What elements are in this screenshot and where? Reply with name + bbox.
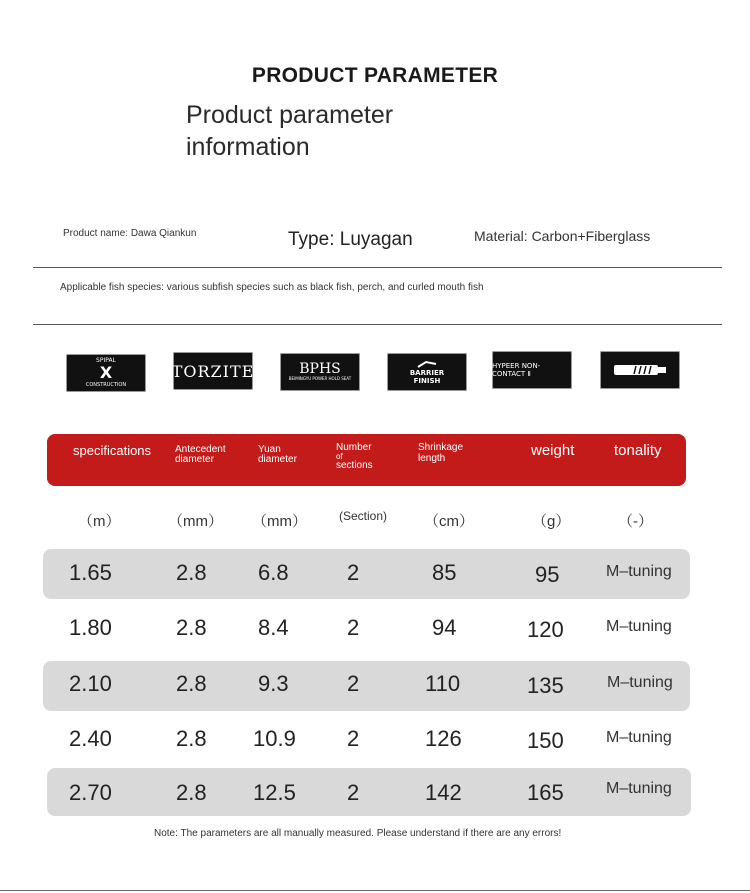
cell-spec: 2.40 <box>69 726 112 751</box>
cell-spec: 2.70 <box>69 780 112 805</box>
cell-yuan: 10.9 <box>253 726 296 751</box>
unit-shrinkage: （cm） <box>424 513 474 530</box>
cell-shrinkage: 142 <box>425 780 462 805</box>
product-name: Product name: Dawa Qiankun <box>63 228 197 239</box>
header-yuan-diameter: Yuan diameter <box>258 444 297 465</box>
cell-antecedent: 2.8 <box>176 671 207 696</box>
cell-yuan: 9.3 <box>258 671 289 696</box>
cell-weight: 165 <box>527 780 564 805</box>
product-type: Type: Luyagan <box>288 229 413 250</box>
table-row-shade <box>43 661 690 711</box>
cell-weight: 95 <box>535 562 560 587</box>
cell-tonality: M–tuning <box>606 729 672 746</box>
cell-sections: 2 <box>347 726 360 751</box>
cell-spec: 2.10 <box>69 671 112 696</box>
fish-species: Applicable fish species: various subfish species such as black fish, perch, and curled mouth fish <box>60 282 484 293</box>
unit-spec: （m） <box>78 513 121 530</box>
cell-shrinkage: 94 <box>432 615 457 640</box>
table-row-shade <box>47 768 691 816</box>
cell-sections: 2 <box>347 560 360 585</box>
divider <box>0 890 750 891</box>
cell-weight: 120 <box>527 617 564 642</box>
cell-shrinkage: 85 <box>432 560 457 585</box>
cell-tonality: M–tuning <box>606 780 672 797</box>
cell-tonality: M–tuning <box>606 618 672 635</box>
cell-sections: 2 <box>347 671 360 696</box>
cell-tonality: M–tuning <box>607 674 673 691</box>
bphs-icon: BPHS BEIMINGYU POWER HOLD SEAT <box>280 353 360 391</box>
cell-antecedent: 2.8 <box>176 780 207 805</box>
product-material: Material: Carbon+Fiberglass <box>474 228 651 244</box>
torzite-icon: TORZITE <box>173 352 253 390</box>
cell-sections: 2 <box>347 780 360 805</box>
cell-yuan: 8.4 <box>258 615 289 640</box>
footnote: Note: The parameters are all manually measured. Please understand if there are any errors! <box>154 828 562 839</box>
header-number-of-sections: Number of sections <box>336 442 373 471</box>
header-antecedent-diameter: Antecedent diameter <box>175 444 226 465</box>
table-row-shade <box>43 549 690 599</box>
divider <box>33 267 722 268</box>
unit-antecedent: （mm） <box>168 513 223 530</box>
cell-antecedent: 2.8 <box>176 560 207 585</box>
page-subtitle: Product parameter information <box>186 101 394 161</box>
cell-sections: 2 <box>347 615 360 640</box>
cell-weight: 150 <box>527 728 564 753</box>
reel-seat-icon <box>600 351 680 389</box>
cell-spec: 1.80 <box>69 615 112 640</box>
cell-shrinkage: 110 <box>425 671 461 696</box>
cell-antecedent: 2.8 <box>176 726 207 751</box>
cell-tonality: M–tuning <box>606 563 672 580</box>
cell-weight: 135 <box>527 673 564 698</box>
spipal-x-icon: SPIPAL X CONSTRUCTION <box>66 354 146 392</box>
unit-tonality: （-） <box>618 513 653 530</box>
hypeer-non-contact-icon: HYPEER NON-CONTACT Ⅱ <box>492 351 572 389</box>
cell-shrinkage: 126 <box>425 726 462 751</box>
cell-yuan: 12.5 <box>253 780 296 805</box>
header-specifications: specifications <box>73 443 152 458</box>
divider <box>33 324 722 325</box>
cell-yuan: 6.8 <box>258 560 289 585</box>
header-shrinkage-length: Shrinkage length <box>418 442 464 464</box>
barrier-finish-icon: BARRIER FINISH <box>387 353 467 391</box>
unit-weight: （g） <box>532 513 571 530</box>
unit-sections: (Section) <box>339 509 388 523</box>
cell-antecedent: 2.8 <box>176 615 207 640</box>
header-weight: weight <box>531 442 575 459</box>
cell-spec: 1.65 <box>69 560 112 585</box>
header-tonality: tonality <box>614 442 662 459</box>
unit-yuan: （mm） <box>252 513 307 530</box>
page-title: PRODUCT PARAMETER <box>251 64 499 87</box>
